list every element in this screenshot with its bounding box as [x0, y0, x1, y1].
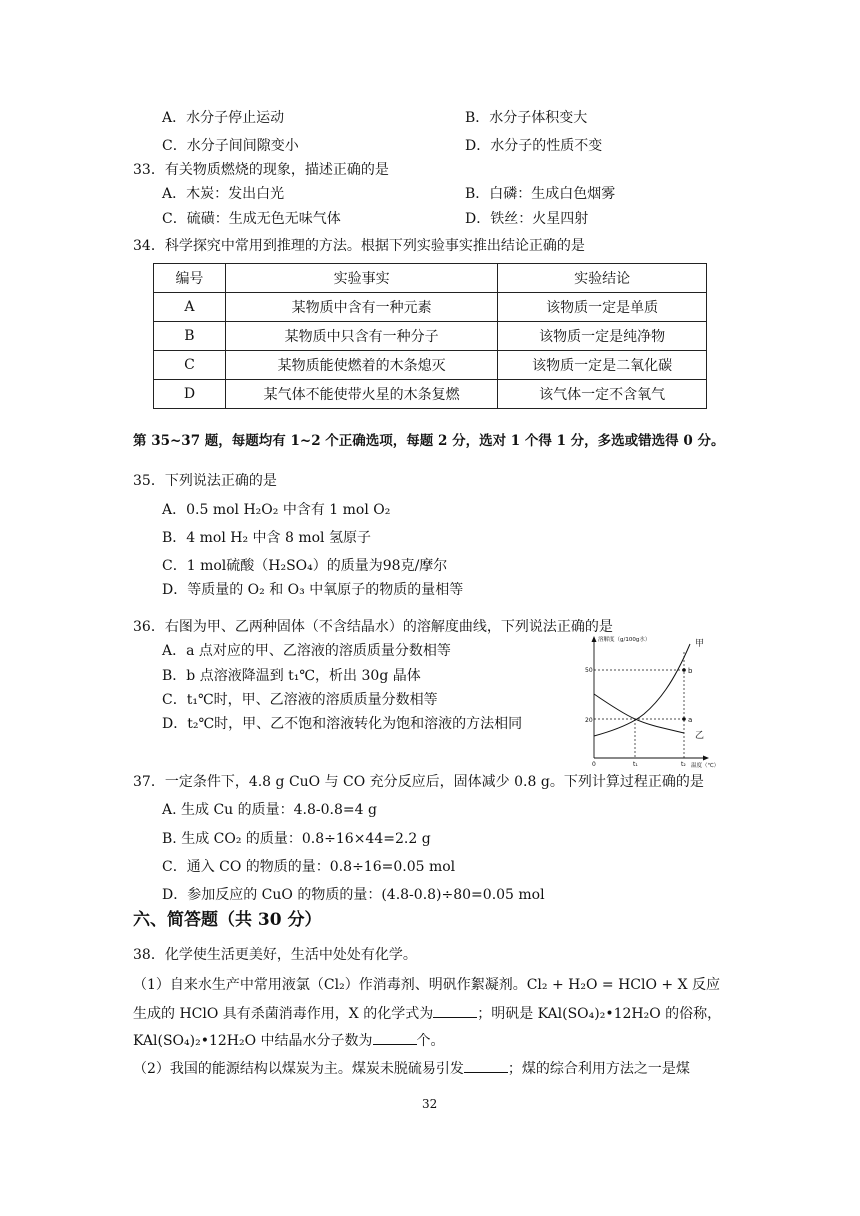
q33-option-a: A．木炭：发出白光 [162, 186, 285, 202]
text-segment: ；煤的综合利用方法之一是煤 [507, 1061, 690, 1077]
table-cell: D [154, 380, 226, 409]
table-row [154, 293, 707, 322]
tick-50: 50 [585, 667, 593, 674]
answer-blank[interactable] [464, 1058, 508, 1073]
q37-option-b: B. 生成 CO₂ 的质量：0.8÷16×44=2.2 g [162, 831, 431, 847]
q38-part2-line1 [133, 1058, 690, 1079]
q33-option-c: C．硫磺：生成无色无味气体 [162, 211, 341, 227]
table-row [154, 322, 707, 351]
q32-option-d: D．水分子的性质不变 [465, 138, 603, 154]
table-cell: 该气体一定不含氧气 [498, 380, 707, 409]
q33-option-d: D．铁丝：火星四射 [465, 211, 589, 227]
table-header-row [154, 264, 707, 293]
label-jia: 甲 [695, 639, 705, 649]
q38-part1-line3 [133, 1030, 445, 1051]
table-cell: B [154, 322, 226, 351]
text-segment: ；明矾是 KAl(SO₄)₂•12H₂O 的俗称， [477, 1006, 722, 1022]
point-b [682, 668, 686, 672]
q36-option-a: A．a 点对应的甲、乙溶液的溶质质量分数相等 [162, 643, 451, 659]
q38-stem: 38．化学使生活更美好，生活中处处有化学。 [133, 947, 417, 963]
tick-t1: t₁ [633, 761, 638, 768]
q35-option-a: A．0.5 mol H₂O₂ 中含有 1 mol O₂ [162, 502, 391, 518]
table-header: 编号 [154, 264, 226, 293]
tick-origin: 0 [592, 761, 596, 768]
q32-option-a: A．水分子停止运动 [162, 110, 285, 126]
table-cell: 某物质能使燃着的木条熄灭 [225, 351, 497, 380]
table-row [154, 351, 707, 380]
q33-stem: 33．有关物质燃烧的现象，描述正确的是 [133, 162, 389, 178]
y-axis-label: 溶解度（g/100g水） [598, 637, 651, 643]
answer-blank[interactable] [433, 1003, 477, 1018]
q33-option-b: B．白磷：生成白色烟雾 [465, 186, 616, 202]
q36-stem: 36．右图为甲、乙两种固体（不含结晶水）的溶解度曲线，下列说法正确的是 [133, 619, 613, 635]
curve-yi [594, 694, 684, 733]
section-note: 第 35~37 题，每题均有 1~2 个正确选项，每题 2 分，选对 1 个得 1 分，多选或错选得 0 分。 [133, 433, 725, 449]
q35-option-d: D．等质量的 O₂ 和 O₃ 中氧原子的物质的量相等 [162, 582, 464, 598]
q37-option-c: C．通入 CO 的物质的量：0.8÷16=0.05 mol [162, 859, 456, 875]
q32-option-b: B．水分子体积变大 [465, 110, 588, 126]
y-axis-arrow [592, 636, 597, 642]
text-segment: 个。 [416, 1033, 445, 1049]
q37-stem: 37．一定条件下，4.8 g CuO 与 CO 充分反应后，固体减少 0.8 g。下列计算过程正确的是 [133, 774, 704, 790]
table-cell: 该物质一定是二氧化碳 [498, 351, 707, 380]
table-cell: 该物质一定是单质 [498, 293, 707, 322]
section-title: 六、简答题（共 30 分） [133, 910, 322, 930]
tick-20: 20 [585, 717, 593, 724]
table-header: 实验结论 [498, 264, 707, 293]
text-segment: KAl(SO₄)₂•12H₂O 中结晶水分子数为 [133, 1033, 373, 1049]
q32-option-c: C．水分子间间隙变小 [162, 138, 299, 154]
q36-option-d: D．t₂℃时，甲、乙不饱和溶液转化为饱和溶液的方法相同 [162, 716, 523, 732]
label-a: a [688, 716, 693, 724]
table-cell: A [154, 293, 226, 322]
q37-option-d: D．参加反应的 CuO 的物质的量：(4.8-0.8)÷80=0.05 mol [162, 887, 545, 903]
solubility-curve-graph [578, 632, 728, 772]
q34-stem: 34．科学探究中常用到推理的方法。根据下列实验事实推出结论正确的是 [133, 238, 585, 254]
q37-option-a: A. 生成 Cu 的质量：4.8-0.8=4 g [162, 802, 377, 818]
table-header: 实验事实 [225, 264, 497, 293]
q35-option-c: C．1 mol硫酸（H₂SO₄）的质量为98克/摩尔 [162, 558, 448, 574]
table-cell: 某物质中含有一种元素 [225, 293, 497, 322]
point-a [682, 717, 686, 721]
table-cell: C [154, 351, 226, 380]
page-number: 32 [422, 1097, 438, 1111]
label-yi: 乙 [695, 731, 705, 741]
tick-t2: t₂ [681, 761, 686, 768]
table-cell: 某气体不能使带火星的木条复燃 [225, 380, 497, 409]
q38-part1-line1: （1）自来水生产中常用液氯（Cl₂）作消毒剂、明矾作絮凝剂。Cl₂ + H₂O = HClO + X 反应 [133, 977, 720, 993]
table-cell: 该物质一定是纯净物 [498, 322, 707, 351]
q35-option-b: B．4 mol H₂ 中含 8 mol 氢原子 [162, 530, 371, 546]
label-b: b [688, 667, 693, 675]
q34-table [153, 263, 707, 409]
text-segment: 生成的 HClO 具有杀菌消毒作用，X 的化学式为 [133, 1006, 434, 1022]
q36-option-b: B．b 点溶液降温到 t₁℃，析出 30g 晶体 [162, 668, 421, 684]
q36-option-c: C．t₁℃时，甲、乙溶液的溶质质量分数相等 [162, 692, 438, 708]
x-axis-arrow [703, 756, 709, 761]
q38-part1-line2 [133, 1003, 721, 1024]
answer-blank[interactable] [373, 1030, 417, 1045]
table-cell: 某物质中只含有一种分子 [225, 322, 497, 351]
x-axis-label: 温度（℃） [691, 763, 720, 769]
q35-stem: 35．下列说法正确的是 [133, 473, 277, 489]
text-segment: （2）我国的能源结构以煤炭为主。煤炭未脱硫易引发 [133, 1061, 464, 1077]
table-row [154, 380, 707, 409]
